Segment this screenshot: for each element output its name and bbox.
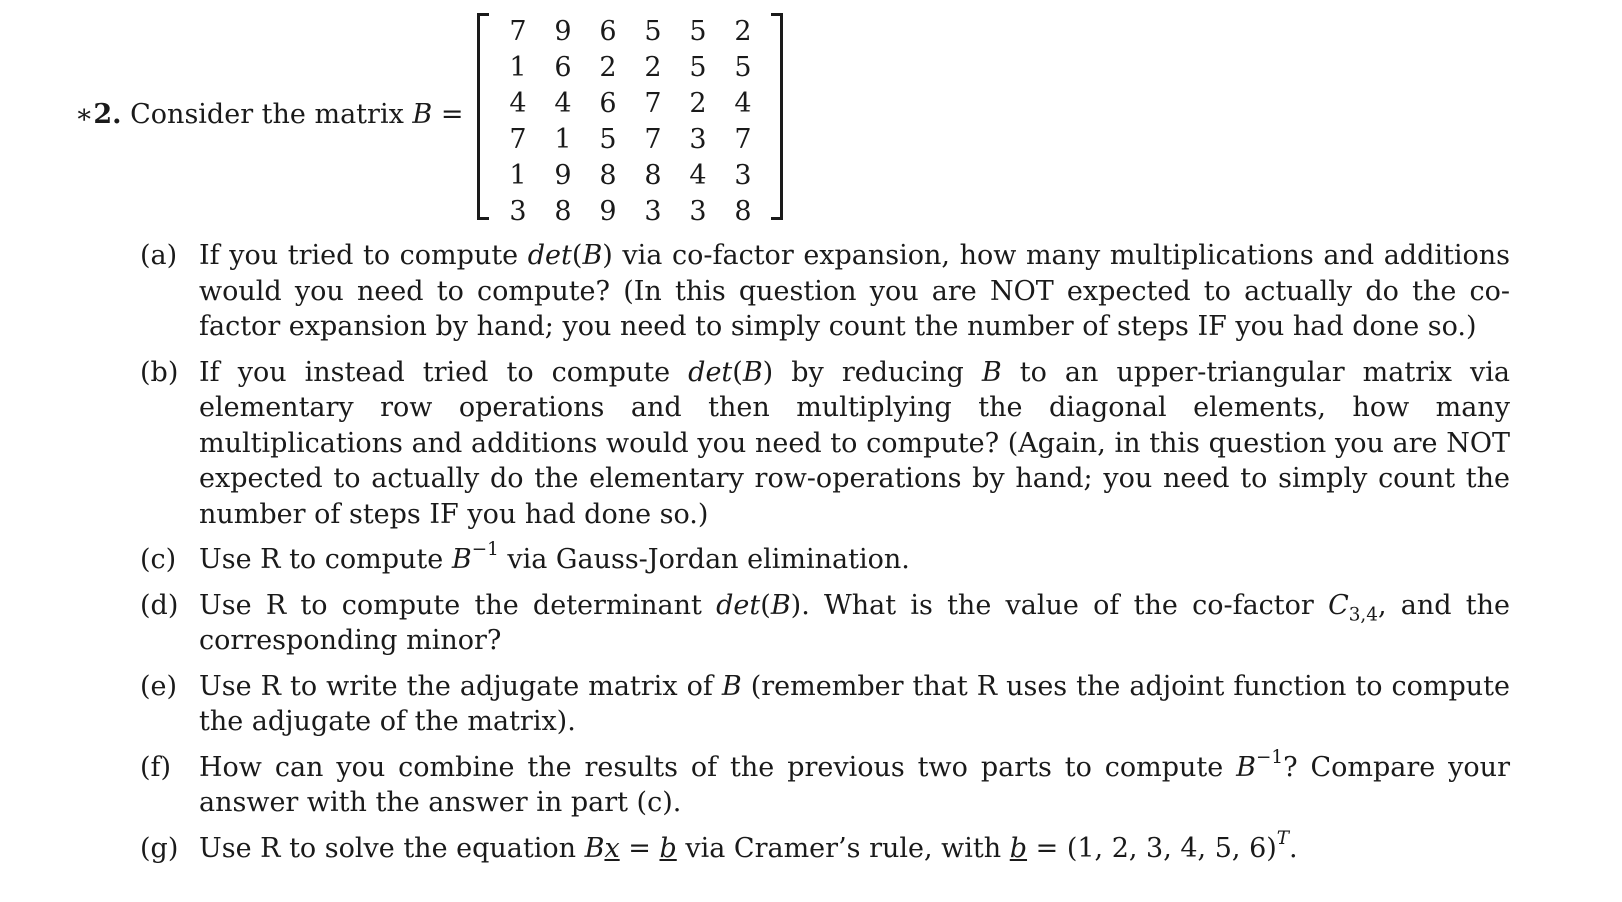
- matrix-cell: 6: [554, 52, 572, 83]
- matrix-cell: 7: [509, 124, 527, 155]
- matrix-cell: 8: [599, 160, 617, 191]
- matrix-cell: 7: [509, 16, 527, 47]
- cofactor-symbol: C: [1328, 589, 1349, 621]
- equals-sign: =: [619, 832, 660, 864]
- matrix-name: B: [412, 99, 433, 130]
- matrix-cell: 9: [554, 16, 572, 47]
- matrix-symbol: B: [742, 356, 763, 388]
- matrix-cell: 8: [554, 196, 572, 227]
- matrix-cell: 5: [689, 52, 707, 83]
- matrix-b: [477, 9, 783, 227]
- text-run: , and the corresponding minor?: [199, 589, 1510, 656]
- question-parts: [140, 238, 1510, 876]
- part-label: (g): [140, 832, 179, 864]
- paren: (: [760, 589, 771, 621]
- matrix-cell: 4: [689, 160, 707, 191]
- matrix-cell: 6: [599, 88, 617, 119]
- matrix-symbol: B: [1236, 751, 1256, 783]
- matrix-symbol: B: [451, 544, 472, 575]
- matrix-cell: 2: [599, 52, 617, 83]
- text-run: . What is the value of the co-factor: [801, 589, 1329, 621]
- det-symbol: det: [716, 589, 761, 621]
- text-run: How can you combine the results of the previous two parts to compute: [199, 751, 1237, 783]
- text-run: Use R to compute the determinant: [199, 589, 717, 621]
- part-label: (a): [140, 240, 178, 271]
- part-e: [140, 669, 1510, 740]
- matrix-cell: 1: [509, 160, 527, 191]
- matrix-symbol: B: [770, 589, 791, 621]
- part-a: [140, 238, 1510, 345]
- part-d: [140, 588, 1510, 659]
- matrix-cell: 6: [599, 16, 617, 47]
- vector-b: b: [659, 832, 677, 864]
- part-text: [199, 669, 1510, 740]
- part-label: (b): [140, 356, 179, 388]
- part-text: [199, 746, 1510, 821]
- paren: ): [602, 240, 613, 271]
- part-c: [140, 539, 1510, 578]
- cofactor-index: 3,4: [1348, 603, 1378, 625]
- matrix-cell: 1: [509, 52, 527, 83]
- matrix-symbol: B: [981, 356, 1002, 388]
- part-text: [199, 827, 1510, 867]
- paren: ): [790, 589, 802, 621]
- vector-x: x: [604, 832, 620, 864]
- matrix-cell: 7: [644, 124, 662, 155]
- matrix-cell: 9: [599, 196, 617, 227]
- matrix-cell: 7: [734, 124, 752, 155]
- matrix-cell: 4: [509, 88, 527, 119]
- matrix-cell: 3: [689, 196, 707, 227]
- matrix-symbol: B: [584, 832, 605, 864]
- text-run: by reducing: [773, 356, 982, 388]
- text-run: Use R to solve the equation: [199, 832, 585, 864]
- text-run: via co-factor expansion, how many multiplications and additions would you need to compute? (In this question you are NOT expected to actually do the co-factor expansion by hand; you need to simply count the number of steps IF you had done so.): [199, 240, 1510, 342]
- part-b: [140, 355, 1510, 533]
- inverse-exponent: −1: [1256, 746, 1284, 768]
- inverse-exponent: −1: [471, 539, 499, 561]
- matrix-cell: 3: [689, 124, 707, 155]
- text-run: .: [1289, 832, 1298, 864]
- problem-intro: Consider the matrix: [130, 99, 404, 130]
- part-label: (c): [140, 544, 177, 575]
- right-bracket: [771, 13, 783, 220]
- problem-number: 2.: [93, 99, 122, 130]
- text-run: via Cramer’s rule, with: [676, 832, 1010, 864]
- text-run: ? Compare your answer with the answer in part (c).: [199, 751, 1510, 818]
- part-label: (e): [140, 670, 178, 702]
- det-symbol: det: [527, 240, 572, 271]
- matrix-cell: 2: [644, 52, 662, 83]
- part-text: [199, 355, 1510, 533]
- matrix-symbol: B: [721, 670, 742, 702]
- paren: (: [571, 240, 583, 271]
- matrix-cell: 2: [734, 16, 752, 47]
- matrix-cell: 3: [509, 196, 527, 227]
- part-g: [140, 827, 1510, 867]
- text-run: If you tried to compute: [199, 240, 528, 271]
- matrix-cell: 9: [554, 160, 572, 191]
- part-text: [199, 588, 1510, 659]
- text-run: to an upper-triangular matrix via elementary row operations and then multiplying the diagonal elements, how many multiplications and additions would you need to compute? (Again, in this question you are NOT expected to actually do the elementary row-operations by hand; you need to simply count the number of steps IF you had done so.): [199, 356, 1510, 530]
- matrix-grid: [495, 14, 765, 230]
- paren: (: [732, 356, 743, 388]
- matrix-cell: 1: [554, 124, 572, 155]
- matrix-cell: 4: [554, 88, 572, 119]
- part-text: [199, 539, 1510, 578]
- problem-star: ∗: [75, 99, 94, 130]
- matrix-cell: 7: [644, 88, 662, 119]
- text-run: (remember that R uses the adjoint function to compute the adjugate of the matrix).: [199, 670, 1510, 737]
- text-run: Use R to compute: [199, 544, 452, 575]
- matrix-cell: 5: [644, 16, 662, 47]
- equals-sign: =: [440, 99, 464, 130]
- left-bracket: [477, 13, 489, 220]
- matrix-cell: 2: [689, 88, 707, 119]
- problem-statement: [75, 101, 463, 128]
- vector-value: = (1, 2, 3, 4, 5, 6): [1027, 832, 1277, 864]
- problem-header: [75, 7, 783, 227]
- text-run: If you instead tried to compute: [199, 356, 689, 388]
- matrix-cell: 8: [644, 160, 662, 191]
- matrix-cell: 8: [734, 196, 752, 227]
- matrix-cell: 5: [689, 16, 707, 47]
- matrix-cell: 5: [599, 124, 617, 155]
- matrix-cell: 4: [734, 88, 752, 119]
- text-run: via Gauss-Jordan elimination.: [498, 544, 910, 575]
- part-label: (d): [140, 589, 179, 621]
- part-f: [140, 746, 1510, 821]
- det-symbol: det: [688, 356, 733, 388]
- matrix-cell: 3: [734, 160, 752, 191]
- text-run: Use R to write the adjugate matrix of: [199, 670, 722, 702]
- matrix-cell: 5: [734, 52, 752, 83]
- part-text: [199, 238, 1510, 345]
- transpose-symbol: T: [1276, 827, 1290, 849]
- vector-b: b: [1009, 832, 1028, 864]
- part-label: (f): [140, 751, 172, 783]
- matrix-symbol: B: [582, 240, 603, 271]
- paren: ): [762, 356, 774, 388]
- matrix-cell: 3: [644, 196, 662, 227]
